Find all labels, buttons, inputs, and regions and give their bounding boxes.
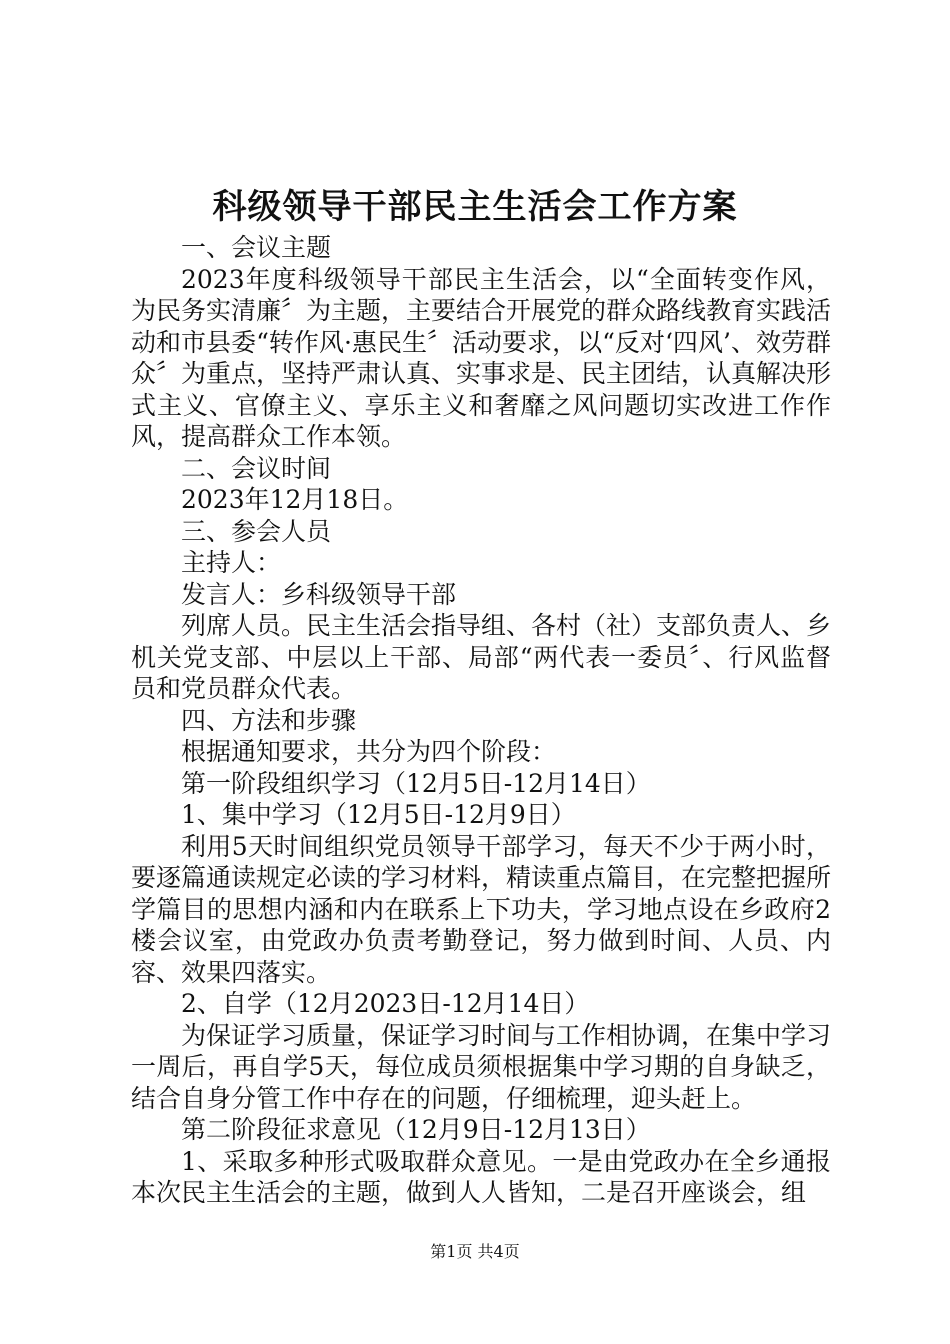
paragraph-date: 2023年12月18日。 xyxy=(181,485,409,514)
document-body xyxy=(131,232,831,1209)
paragraph-topic: 2023年度科级领导干部民主生活会，以“全面转变作风，为民务实清廉〞为主题，主要结合开展党的群众路线教育实践活动和市县委“转作风·惠民生〞活动要求，以“反对‘四风’、效劳群众〞为重点，坚持严肃认真、实事求是、民主团结，认真解决形式主义、官僚主义、享乐主义和奢靡之风问题切实改进工作作风，提高群众工作本领。 xyxy=(131,264,832,451)
document-title: 科级领导干部民主生活会工作方案 xyxy=(212,187,738,227)
paragraph-host: 主持人： xyxy=(181,548,282,577)
section-heading-topic: 一、会议主题 xyxy=(181,233,332,262)
stage-one-heading: 第一阶段组织学习（12月5日-12月14日） xyxy=(181,768,651,798)
stage-one-item-1: 1、集中学习（12月5日-12月9日） xyxy=(181,800,576,829)
section-heading-methods: 四、方法和步骤 xyxy=(181,705,357,735)
paragraph-observers: 列席人员。民主生活会指导组、各村（社）支部负责人、乡机关党支部、中层以上干部、局部“两代表一委员〞、行风监督员和党员群众代表。 xyxy=(131,611,832,703)
paragraph-stages-intro: 根据通知要求，共分为四个阶段： xyxy=(181,737,557,766)
section-heading-attendees: 三、参会人员 xyxy=(181,516,332,546)
paragraph-group-study: 利用5天时间组织党员领导干部学习，每天不少于两小时，要逐篇通读规定必读的学习材料，精读重点篇目，在完整把握所学篇目的思想内涵和内在联系上下功夫，学习地点设在乡政府2楼会议室，由党政办负责考勤登记，努力做到时间、人员、内容、效果四落实。 xyxy=(131,831,832,987)
stage-one-item-2: 2、自学（12月2023日-12月14日） xyxy=(181,989,590,1018)
page-footer: 第1页 共4页 xyxy=(430,1242,520,1261)
stage-two-heading: 第二阶段征求意见（12月9日-12月13日） xyxy=(181,1115,651,1144)
section-heading-time: 二、会议时间 xyxy=(181,453,332,483)
paragraph-speakers: 发言人：乡科级领导干部 xyxy=(181,579,457,609)
paragraph-opinions: 1、采取多种形式吸取群众意见。一是由党政办在全乡通报本次民主生活会的主题，做到人人皆知，二是召开座谈会，组 xyxy=(131,1146,831,1207)
paragraph-self-study: 为保证学习质量，保证学习时间与工作相协调，在集中学习一周后，再自学5天，每位成员须根据集中学习期的自身缺乏，结合自身分管工作中存在的问题，仔细梳理，迎头赶上。 xyxy=(131,1020,832,1113)
